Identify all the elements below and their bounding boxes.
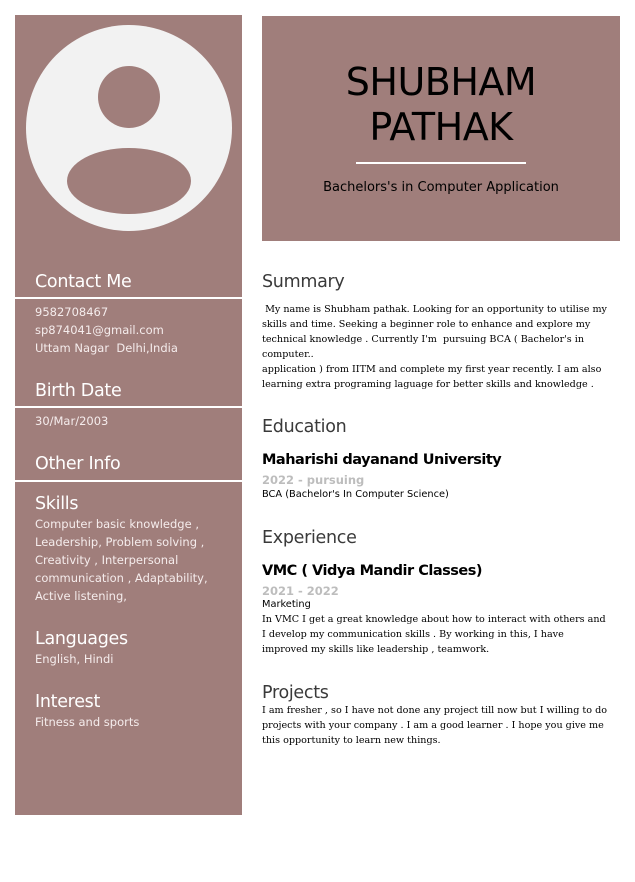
summary-line-2: application ) from IITM and complete my first year recently. I am also learning extra programing laguage for better skills and knowledge . [262, 364, 605, 390]
sidebar [15, 15, 242, 815]
summary-heading: Summary [262, 272, 345, 292]
birth-divider [15, 406, 242, 408]
name-divider [356, 162, 526, 164]
languages-heading: Languages [35, 629, 128, 649]
contact-phone: 9582708467 [35, 305, 109, 319]
full-name [262, 60, 620, 150]
birth-date: 30/Mar/2003 [35, 414, 109, 428]
education-dates: 2022 - pursuing [262, 473, 365, 487]
experience-role: Marketing [262, 599, 311, 610]
education-heading: Education [262, 417, 347, 437]
contact-address: Uttam Nagar Delhi,India [35, 341, 178, 355]
birth-heading: Birth Date [35, 381, 122, 401]
summary-line-1: My name is Shubham pathak. Looking for an opportunity to utilise my skills and time. Seeking a beginner role to enhance and explore my technical knowledge . Currently I'm pursuing BCA ( Bachelor's in computer.. [262, 304, 611, 360]
degree-title: Bachelors's in Computer Application [323, 180, 559, 195]
languages-text: English, Hindi [35, 652, 114, 666]
name-header [262, 16, 620, 241]
interest-heading: Interest [35, 692, 101, 712]
contact-divider [15, 297, 242, 299]
skills-text: Computer basic knowledge , Leadership, Problem solving , Creativity , Interpersonal communication , Adaptability, Active listening, [35, 517, 208, 603]
last-name: PATHAK [369, 105, 513, 149]
other-info-heading: Other Info [35, 454, 121, 474]
projects-text: I am fresher , so I have not done any project till now but I willing to do projects with your company . I am a good learner . I hope you give me this opportunity to learn new things. [262, 705, 607, 746]
interest-text: Fitness and sports [35, 715, 140, 729]
projects-heading: Projects [262, 683, 329, 703]
first-name: SHUBHAM [345, 60, 537, 104]
education-degree: BCA (Bachelor's In Computer Science) [262, 489, 449, 500]
experience-dates: 2021 - 2022 [262, 584, 339, 598]
experience-heading: Experience [262, 528, 357, 548]
experience-description: In VMC I get a great knowledge about how to interact with others and I develop my communication skills . By working in this, I have improved my skills like leadership , teamwork. [262, 614, 606, 655]
skills-heading: Skills [35, 494, 79, 514]
experience-company: VMC ( Vidya Mandir Classes) [262, 563, 482, 579]
education-school: Maharishi dayanand University [262, 452, 502, 468]
summary-text [262, 302, 611, 392]
avatar-placeholder-icon [26, 25, 232, 231]
contact-email: sp874041@gmail.com [35, 323, 164, 337]
other-info-divider [15, 480, 242, 482]
contact-heading: Contact Me [35, 272, 132, 292]
